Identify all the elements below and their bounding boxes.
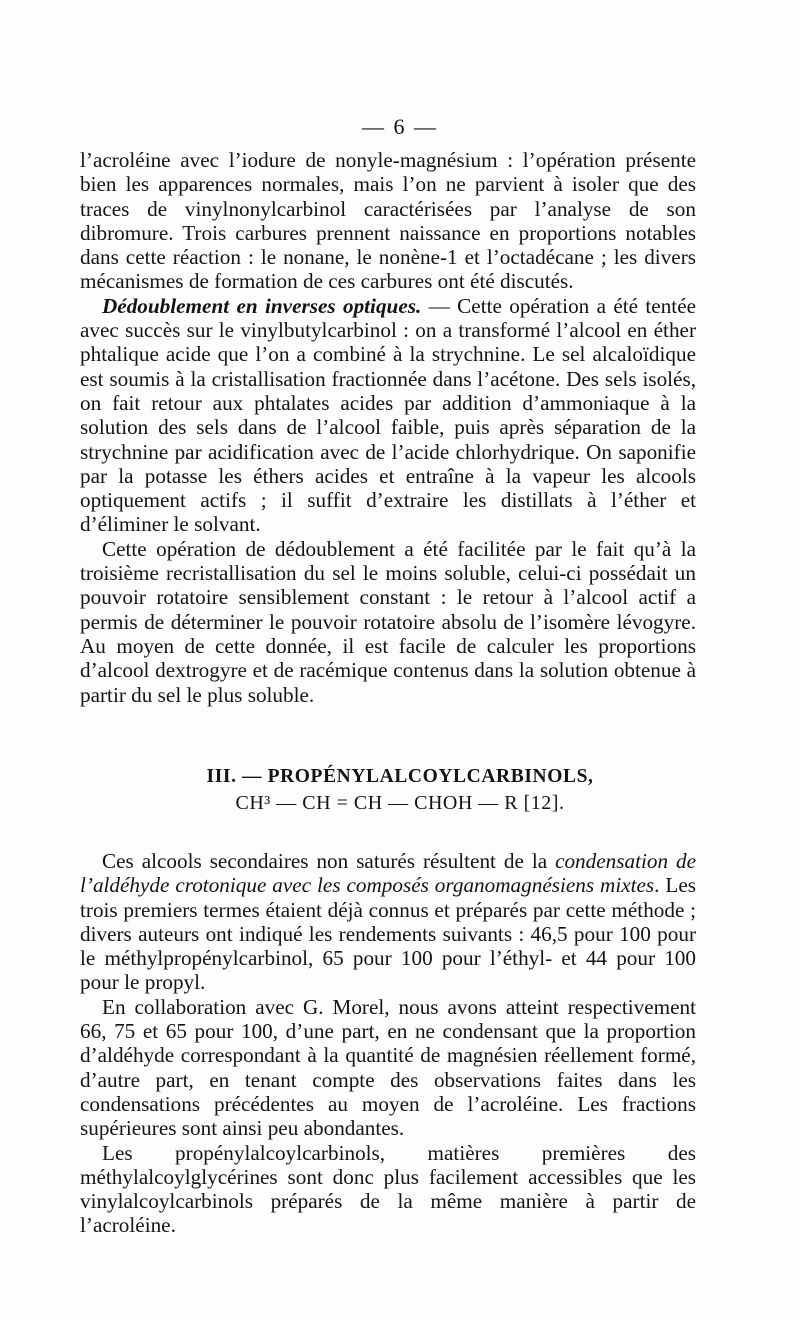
paragraph-dedoublement xyxy=(80,294,696,537)
paragraph-collaboration: En collaboration avec G. Morel, nous avons atteint respectivement 66, 75 et 65 pour 100, d’une part, en ne condensant que la proportion d’aldéhyde correspondant à la quantité de magnésien réellement formé, d’autre part, en tenant compte des observations faites dans les condensations précédentes au moyen de l’acroléine. Les fractions supérieures sont ainsi peu abondantes. xyxy=(80,994,696,1141)
paragraph-body: — Cette opération a été tentée avec succès sur le vinylbutylcarbinol : on a transformé l’alcool en éther phtalique acide que l’on a combiné à la strychnine. Le sel alcaloïdique est soumis à la cristallisation fractionnée dans l’acétone. Des sels isolés, on fait retour aux phtalates acides par addition d’ammoniaque à la solution des sels dans de l’alcool faible, puis après séparation de la strychnine par acidification avec de l’acide chlorhydrique. On saponifie par la potasse les éthers acides et entraîne à la vapeur les alcools optiquement actifs ; il suffit d’extraire les distillats à l’éther et d’éliminer le solvant. xyxy=(80,293,696,537)
page-number: — 6 — xyxy=(362,114,438,139)
text-block-bottom xyxy=(80,849,696,1238)
paragraph-italic-phrase: condensation de l’aldéhyde crotonique avec les composés organomagnésiens mixtes xyxy=(80,849,696,898)
section-heading: III. — PROPÉNYLALCOYLCARBINOLS, xyxy=(206,766,594,787)
paragraph-body: . Les trois premiers termes étaient déjà connus et préparés par cette méthode ; divers auteurs ont indiqué les rendements suivants : 46,5 pour 100 pour le méthylpropénylcarbinol, 65 pour 100 pour l’éthyl- et 44 pour 100 pour le propyl. xyxy=(80,873,696,995)
paragraph-rotatoire: Cette opération de dédoublement a été facilitée par le fait qu’à la troisième recristallisation du sel le moins soluble, celui-ci possédait un pouvoir rotatoire sensiblement constant : le retour à l’alcool actif a permis de déterminer le pouvoir rotatoire absolu de l’isomère lévogyre. Au moyen de cette donnée, il est facile de calculer les proportions d’alcool dextrogyre et de racémique contenus dans la solution obtenue à partir du sel le plus soluble. xyxy=(80,536,696,707)
paragraph-acroleine: l’acroléine avec l’iodure de nonyle-magnésium : l’opération présente bien les apparences normales, mais l’on ne parvient à isoler que des traces de vinylnonylcarbinol caractérisées par l’analyse de son dibromure. Trois carbures prennent naissance en proportions notables dans cette réaction : le nonane, le nonène-1 et l’octadécane ; les divers mécanismes de formation de ces carbures ont été discutés. xyxy=(80,148,696,294)
paragraph-lead-heading: Dédoublement en inverses optiques. xyxy=(102,293,422,318)
paragraph-propenyl: Les propénylalcoylcarbinols, matières premières des méthylalcoylglycérines sont donc plus facilement accessibles que les vinylalcoylcarbinols préparés de la même manière à partir de l’acroléine. xyxy=(80,1140,696,1238)
text-block-top xyxy=(80,148,696,707)
paragraph-condensation xyxy=(80,849,696,995)
section-formula: CH³ — CH = CH — CHOH — R [12]. xyxy=(235,792,565,814)
paragraph-start: Ces alcools secondaires non saturés résultent de la xyxy=(102,849,556,873)
